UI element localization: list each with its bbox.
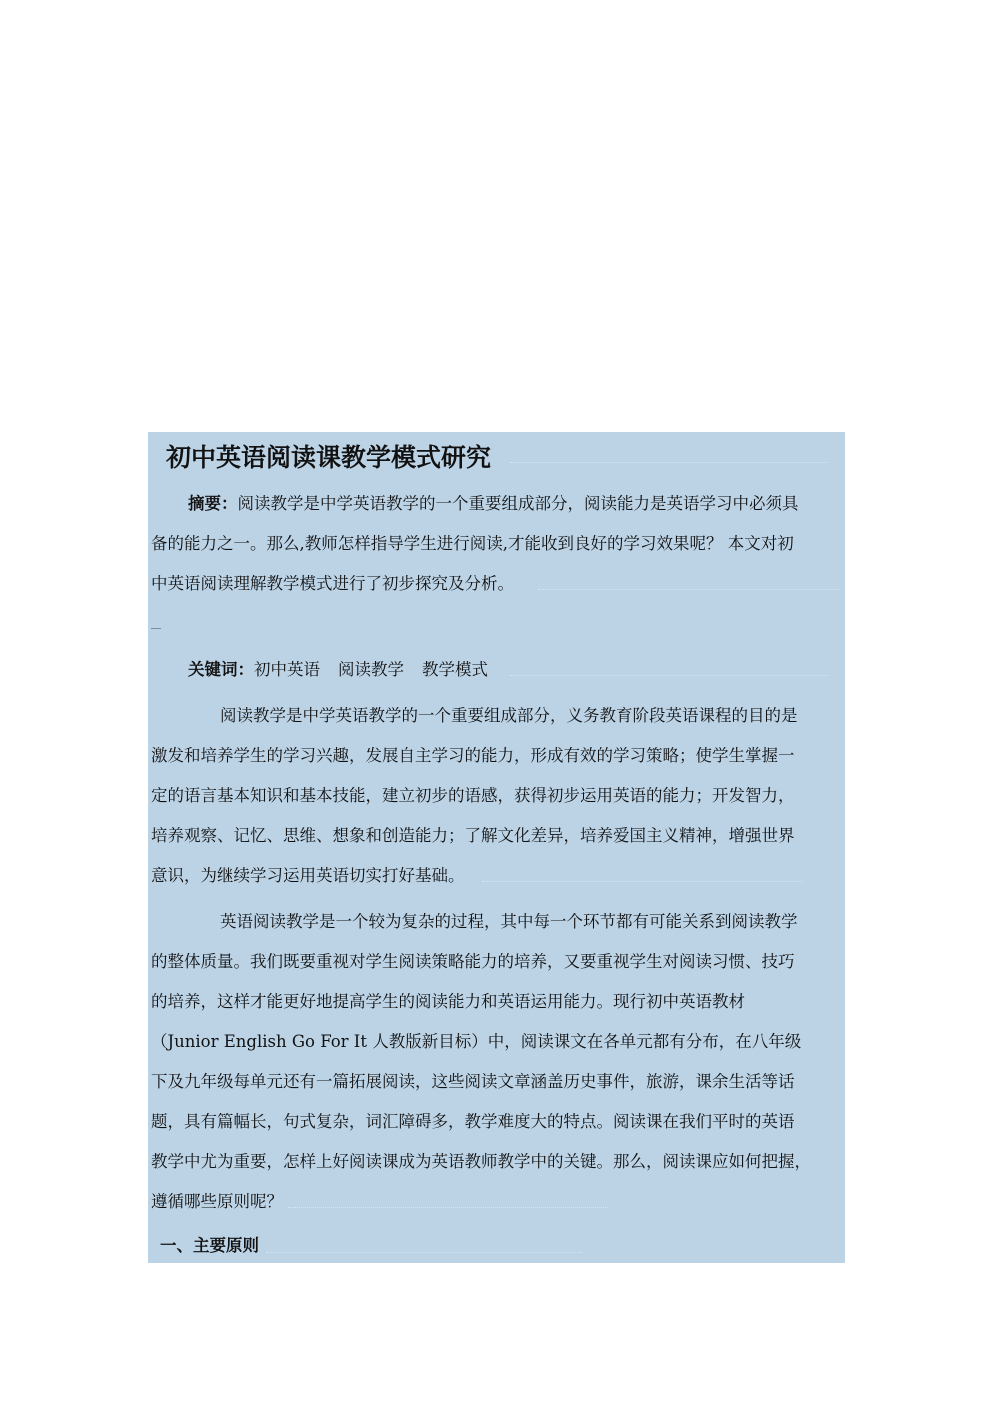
keywords-dotted-rule — [510, 675, 828, 676]
document-title: 初中英语阅读课教学模式研究 — [166, 443, 492, 472]
document-panel — [148, 432, 845, 1263]
title-dotted-rule — [510, 462, 828, 463]
paragraph-1-line-5: 意识，为继续学习运用英语切实打好基础。 — [151, 866, 465, 885]
abstract-dotted-rule — [538, 589, 840, 590]
keyword-1: 初中英语 — [254, 660, 320, 679]
paragraph-2-line-1: 英语阅读教学是一个较为复杂的过程，其中每一个环节都有可能关系到阅读教学 — [220, 912, 798, 931]
paragraph-2-line-7: 教学中尤为重要，怎样上好阅读课成为英语教师教学中的关键。那么，阅读课应如何把握， — [151, 1152, 811, 1171]
paragraph-2-line-4: （Junior English Go For It 人教版新目标）中，阅读课文在各单元都有分布，在八年级 — [151, 1032, 802, 1051]
keywords-line — [188, 650, 488, 690]
paragraph-1-dotted-rule — [482, 881, 802, 882]
paragraph-1-line-3: 定的语言基本知识和基本技能，建立初步的语感，获得初步运用英语的能力；开发智力， — [151, 786, 795, 805]
abstract-label: 摘要： — [188, 494, 238, 513]
paragraph-1-line-4: 培养观察、记忆、思维、想象和创造能力；了解文化差异，培养爱国主义精神，增强世界 — [151, 826, 795, 845]
abstract-line-1 — [188, 484, 799, 524]
abstract-text-1: 阅读教学是中学英语教学的一个重要组成部分，阅读能力是英语学习中必须具 — [237, 494, 799, 513]
keyword-3: 教学模式 — [422, 660, 488, 679]
section-heading: 一、主要原则 — [160, 1236, 259, 1255]
paragraph-2-line-5: 下及九年级每单元还有一篇拓展阅读，这些阅读文章涵盖历史事件，旅游，课余生活等话 — [151, 1072, 795, 1091]
keyword-2: 阅读教学 — [338, 660, 404, 679]
paragraph-1-line-2: 激发和培养学生的学习兴趣，发展自主学习的能力，形成有效的学习策略；使学生掌握一 — [151, 746, 795, 765]
paragraph-1-line-1: 阅读教学是中学英语教学的一个重要组成部分，义务教育阶段英语课程的目的是 — [220, 706, 798, 725]
paragraph-2-line-6: 题，具有篇幅长，句式复杂，词汇障碍多，教学难度大的特点。阅读课在我们平时的英语 — [151, 1112, 795, 1131]
paragraph-2-line-3: 的培养，这样才能更好地提高学生的阅读能力和英语运用能力。现行初中英语教材 — [151, 992, 745, 1011]
paragraph-2-line-8: 遵循哪些原则呢？ — [151, 1192, 283, 1211]
keywords-label: 关键词： — [188, 660, 254, 679]
paragraph-2-line-2: 的整体质量。我们既要重视对学生阅读策略能力的培养，又要重视学生对阅读习惯、技巧 — [151, 952, 795, 971]
abstract-line-3: 中英语阅读理解教学模式进行了初步探究及分析。 — [151, 574, 514, 593]
empty-paragraph-marker — [151, 628, 161, 629]
section-heading-dotted-rule — [266, 1252, 582, 1253]
paragraph-2-dotted-rule — [288, 1207, 608, 1208]
abstract-line-2: 备的能力之一。那么,教师怎样指导学生进行阅读,才能收到良好的学习效果呢？ 本文对初 — [151, 534, 794, 553]
